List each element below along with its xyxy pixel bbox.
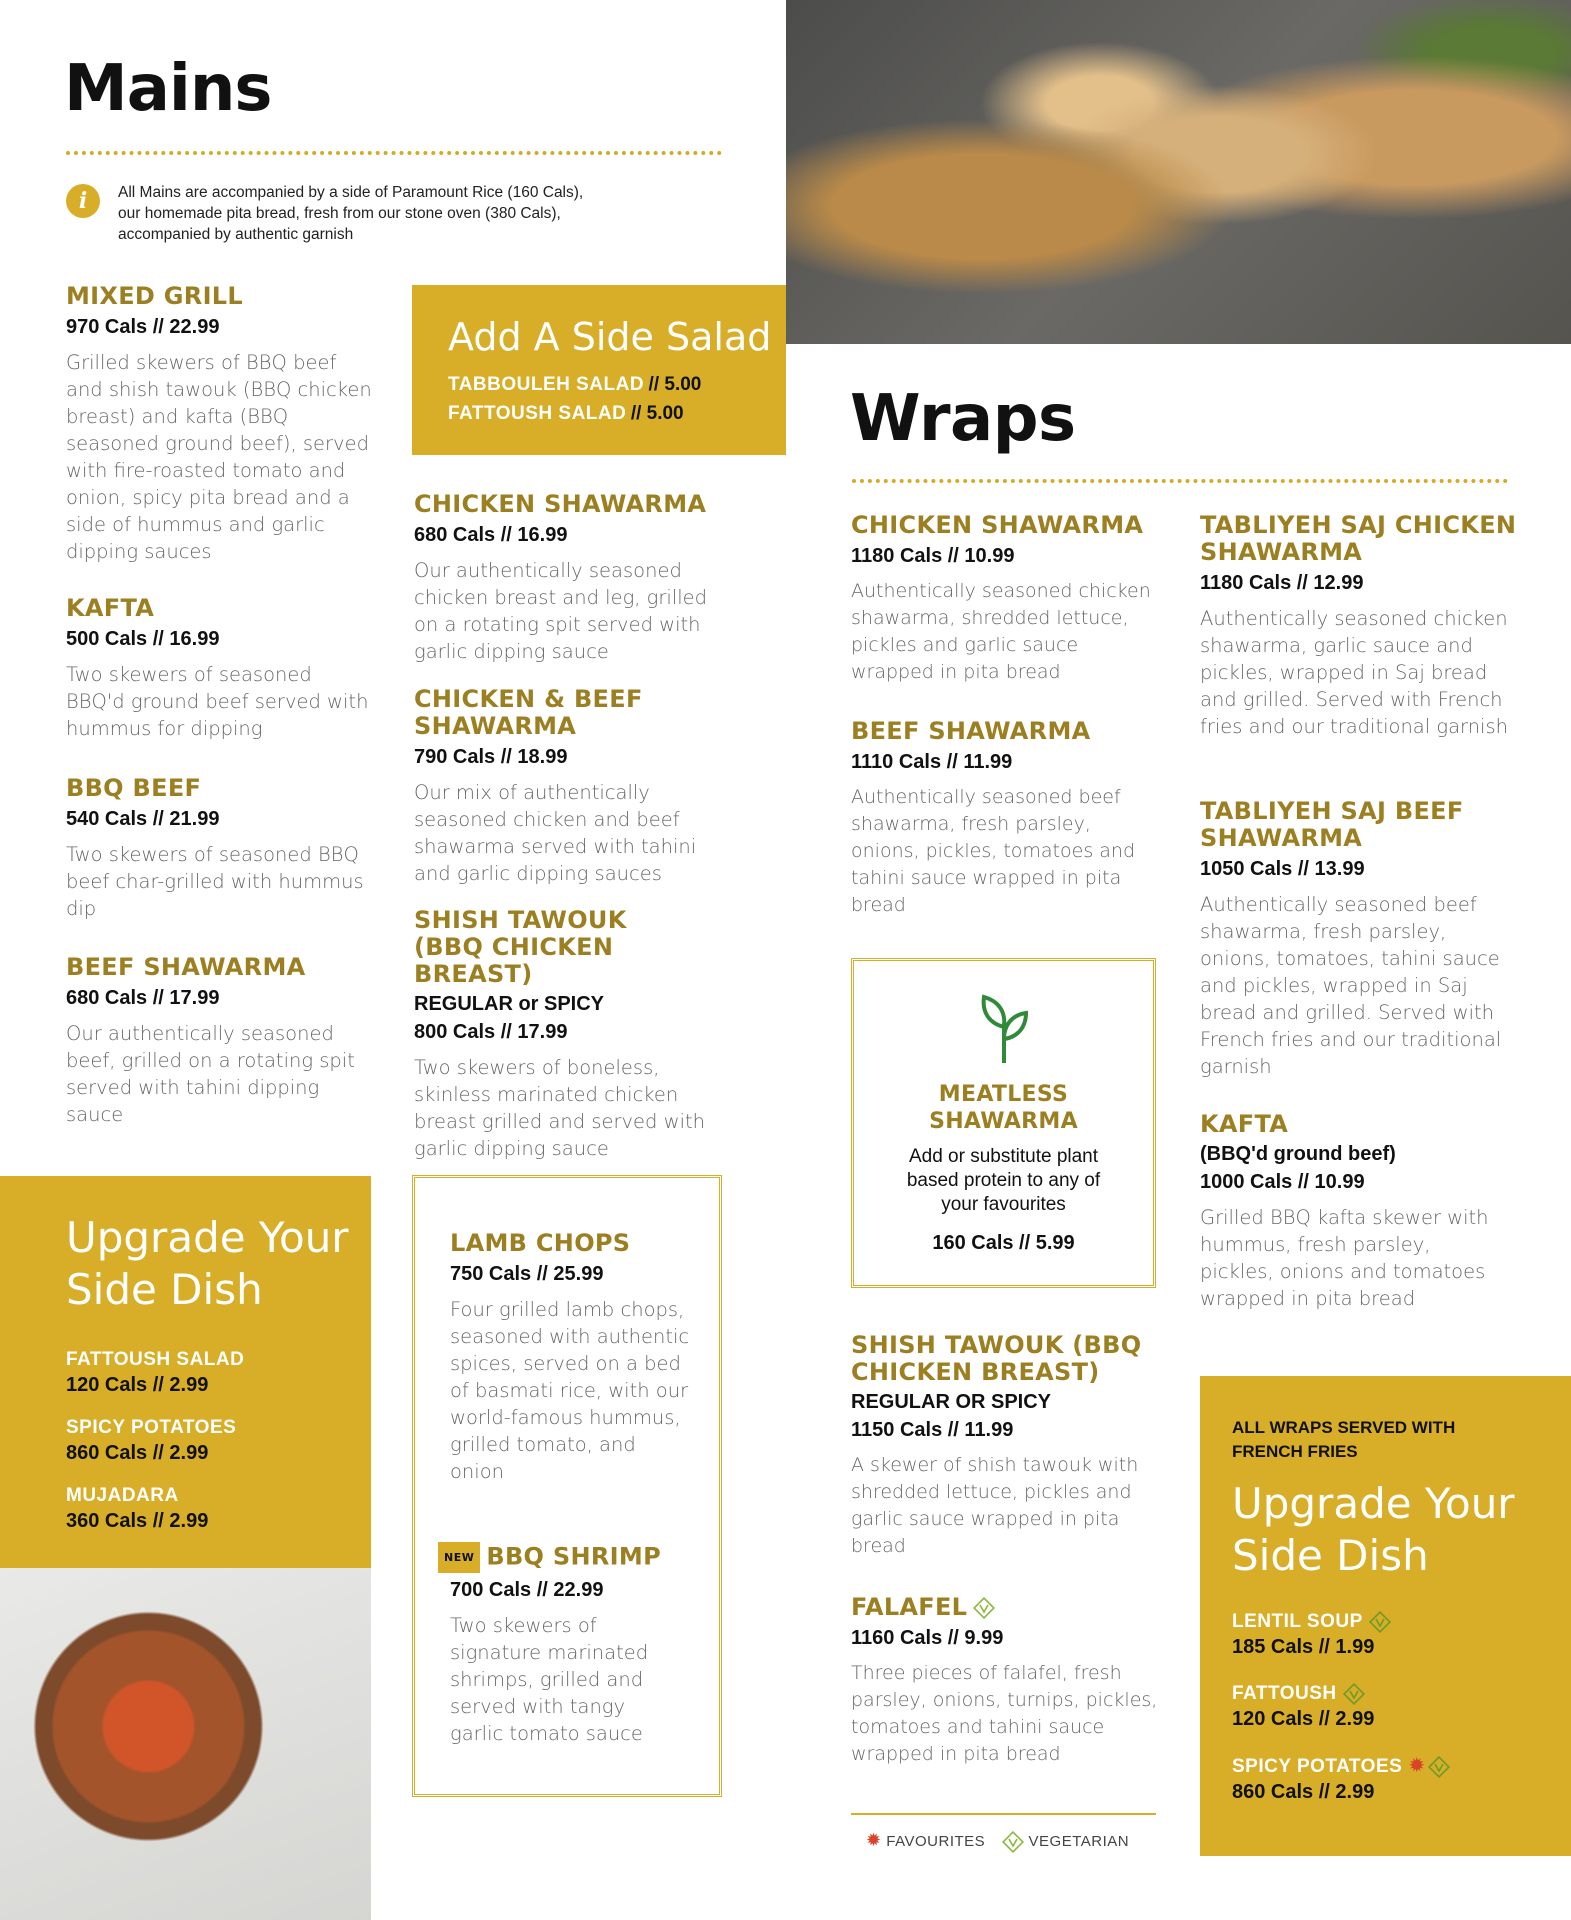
upgrade-side-box [0,1176,371,1568]
side-salad-item[interactable] [448,402,786,426]
mains-divider [66,151,722,155]
item-name: KAFTA [66,594,155,622]
item-variant: REGULAR OR SPICY [851,1391,1052,1413]
meatless-cals: 160 Cals // 5.99 [932,1232,1075,1254]
item-name: FALAFEL [851,1594,1161,1621]
upgrade-item[interactable] [66,1416,371,1466]
item-name: KAFTA [1200,1110,1289,1138]
item-desc: Three pieces of falafel, fresh parsley, onions, turnips, pickles, tomatoes and tahini sauce wrapped in pita bread [851,1662,1158,1765]
mains-info: All Mains are accompanied by a side of Paramount Rice (160 Cals), our homemade pita bread, fresh from our stone oven (380 Cals), accompanied by authentic garnish [118,184,584,243]
item-name: LAMB CHOPS [450,1229,631,1257]
upgrade-name: LENTIL SOUP [1232,1610,1541,1634]
item-name: TABLIYEH SAJ BEEF SHAWARMA [1200,797,1464,852]
legend-vegetarian: VEGETARIAN [1028,1833,1130,1850]
item-name: MIXED GRILL [66,282,243,310]
item-cals: 970 Cals // 22.99 [66,316,220,338]
item-cals: 790 Cals // 18.99 [414,746,568,768]
meatless-name: MEATLESS SHAWARMA [929,1082,1078,1134]
meatless-shawarma-box[interactable] [851,958,1156,1288]
info-icon: i [66,184,100,218]
item-desc: Authentically seasoned beef shawarma, fresh parsley, onions, tomatoes, tahini sauce and pickles, wrapped in Saj bread and grilled. Served with French fries and our traditional garnish [1200,893,1502,1078]
item-desc: Authentically seasoned chicken shawarma, shredded lettuce, pickles and garlic sauce wrapped in pita bread [851,580,1151,683]
item-cals: 1050 Cals // 13.99 [1200,858,1365,880]
upgrade-cals: 120 Cals // 2.99 [1232,1708,1375,1730]
upgrade-item[interactable] [1232,1682,1541,1732]
item-variant: REGULAR or SPICY [414,993,605,1015]
item-cals: 1150 Cals // 11.99 [851,1419,1014,1441]
side-salad-title: Add A Side Salad [448,315,772,359]
upgrade-cals: 860 Cals // 2.99 [1232,1781,1375,1803]
item-cals: 680 Cals // 17.99 [66,987,220,1009]
legend [866,1830,1129,1853]
upgrade-item[interactable] [66,1484,371,1534]
menu-item[interactable] [66,775,376,922]
item-cals: 700 Cals // 22.99 [450,1579,604,1601]
item-desc: Two skewers of boneless, skinless marinated chicken breast grilled and served with garlic dipping sauce [414,1056,706,1160]
item-desc: Our authentically seasoned chicken breast and leg, grilled on a rotating spit served with garlic dipping sauce [414,559,708,663]
menu-item[interactable] [851,512,1161,686]
upgrade-name: MUJADARA [66,1485,179,1506]
spicy-potatoes-photo [0,1568,371,1920]
vegetarian-icon [973,1597,995,1619]
vegetarian-icon [1002,1831,1024,1853]
upgrade-wraps-box [1200,1376,1571,1856]
upgrade-item[interactable] [1232,1754,1541,1805]
menu-item[interactable] [414,491,724,665]
item-cals: 680 Cals // 16.99 [414,524,568,546]
menu-item[interactable] [851,718,1161,919]
vegetarian-icon [1343,1683,1365,1705]
item-name: BEEF SHAWARMA [66,953,306,981]
item-desc: Our authentically seasoned beef, grilled on a rotating spit served with tahini dipping sauce [66,1022,355,1126]
item-desc: Authentically seasoned beef shawarma, fresh parsley, onions, pickles, tomatoes and tahini sauce wrapped in pita bread [851,786,1135,916]
upgrade-title: Upgrade Your Side Dish [1232,1479,1515,1580]
item-desc: Four grilled lamb chops, seasoned with authentic spices, served on a bed of basmati rice, with our world-famous hummus, grilled tomato, and onion [450,1298,690,1483]
item-cals: 1000 Cals // 10.99 [1200,1171,1365,1193]
favourites-icon: ✹ [866,1830,882,1850]
item-cals: 540 Cals // 21.99 [66,808,220,830]
item-name: SHISH TAWOUK (BBQ CHICKEN BREAST) [851,1331,1142,1386]
upgrade-title: Upgrade Your Side Dish [66,1213,349,1314]
menu-item[interactable] [66,595,376,742]
side-salad-price: // 5.00 [648,374,702,395]
favourites-icon: ✹ [1408,1755,1426,1777]
mains-title: Mains [64,52,272,126]
wraps-photo [786,0,1571,344]
upgrade-name: FATTOUSH [1232,1682,1541,1706]
item-name: BEEF SHAWARMA [851,717,1091,745]
upgrade-name: SPICY POTATOES [66,1417,237,1438]
item-name: SHISH TAWOUK (BBQ CHICKEN BREAST) [414,906,627,988]
vegetarian-icon [1369,1611,1391,1633]
side-salad-price: // 5.00 [630,403,684,424]
upgrade-cals: 360 Cals // 2.99 [66,1510,209,1532]
side-salad-name: FATTOUSH SALAD [448,403,627,424]
menu-item[interactable] [414,685,697,887]
item-desc: Two skewers of seasoned BBQ beef char-grilled with hummus dip [66,843,364,920]
legend-favourites: FAVOURITES [886,1833,986,1850]
menu-item[interactable] [851,1594,1161,1768]
item-desc: Grilled skewers of BBQ beef and shish tawouk (BBQ chicken breast) and kafta (BBQ seasoned ground beef), served with fire-roasted tomato and onion, spicy pita bread and a side of hummus and garlic dipping sauces [66,351,372,563]
sprout-icon [976,993,1032,1065]
item-desc: A skewer of shish tawouk with shredded lettuce, pickles and garlic sauce wrapped in pita bread [851,1454,1139,1557]
menu-item[interactable] [438,1542,698,1747]
item-cals: 500 Cals // 16.99 [66,628,220,650]
menu-item[interactable] [414,907,704,1162]
menu-item[interactable] [66,283,376,565]
item-desc: Two skewers of signature marinated shrimps, grilled and served with tangy garlic tomato sauce [450,1614,649,1745]
meatless-desc: Add or substitute plant based protein to any of your favourites [906,1146,1101,1215]
upgrade-name: FATTOUSH SALAD [66,1349,245,1370]
menu-item[interactable] [66,954,376,1128]
item-desc: Our mix of authentically seasoned chicken and beef shawarma served with tahini and garlic dipping sauces [414,781,697,885]
menu-item[interactable] [1200,1111,1520,1312]
new-badge: NEW [438,1542,480,1573]
item-name: BBQ BEEF [66,774,202,802]
side-salad-item[interactable] [448,373,786,397]
vegetarian-icon [1428,1756,1450,1778]
item-cals: 1180 Cals // 12.99 [1200,572,1364,594]
upgrade-cals: 120 Cals // 2.99 [66,1374,209,1396]
side-salad-name: TABBOULEH SALAD [448,374,645,395]
item-variant: (BBQ'd ground beef) [1200,1143,1396,1165]
menu-item[interactable] [1200,798,1520,1080]
upgrade-item[interactable] [66,1348,371,1398]
item-cals: 1160 Cals // 9.99 [851,1627,1004,1649]
legend-divider [851,1813,1156,1815]
menu-item[interactable] [1200,512,1520,740]
upgrade-name: SPICY POTATOES ✹ [1232,1754,1541,1779]
item-desc: Two skewers of seasoned BBQ'd ground beef served with hummus for dipping [66,663,369,740]
item-name: NEW BBQ SHRIMP [438,1542,698,1573]
upgrade-cals: 860 Cals // 2.99 [66,1442,209,1464]
item-desc: Authentically seasoned chicken shawarma, garlic sauce and pickles, wrapped in Saj bread and grilled. Served with French fries and our traditional garnish [1200,607,1508,738]
item-cals: 750 Cals // 25.99 [450,1263,604,1285]
menu-item[interactable] [851,1332,1161,1560]
upgrade-cals: 185 Cals // 1.99 [1232,1636,1375,1658]
menu-item[interactable] [450,1230,690,1485]
item-name: CHICKEN SHAWARMA [414,490,707,518]
side-salad-box [412,285,786,455]
item-cals: 1110 Cals // 11.99 [851,751,1013,773]
item-name: CHICKEN SHAWARMA [851,511,1144,539]
item-name: CHICKEN & BEEF SHAWARMA [414,685,643,740]
item-desc: Grilled BBQ kafta skewer with hummus, fresh parsley, pickles, onions and tomatoes wrapped in pita bread [1200,1206,1489,1310]
item-name: TABLIYEH SAJ CHICKEN SHAWARMA [1200,511,1517,566]
item-cals: 800 Cals // 17.99 [414,1021,568,1043]
item-cals: 1180 Cals // 10.99 [851,545,1015,567]
wraps-fries-note: ALL WRAPS SERVED WITH FRENCH FRIES [1232,1418,1456,1461]
wraps-divider [852,479,1508,483]
wraps-title: Wraps [850,382,1076,456]
upgrade-item[interactable] [1232,1610,1541,1660]
